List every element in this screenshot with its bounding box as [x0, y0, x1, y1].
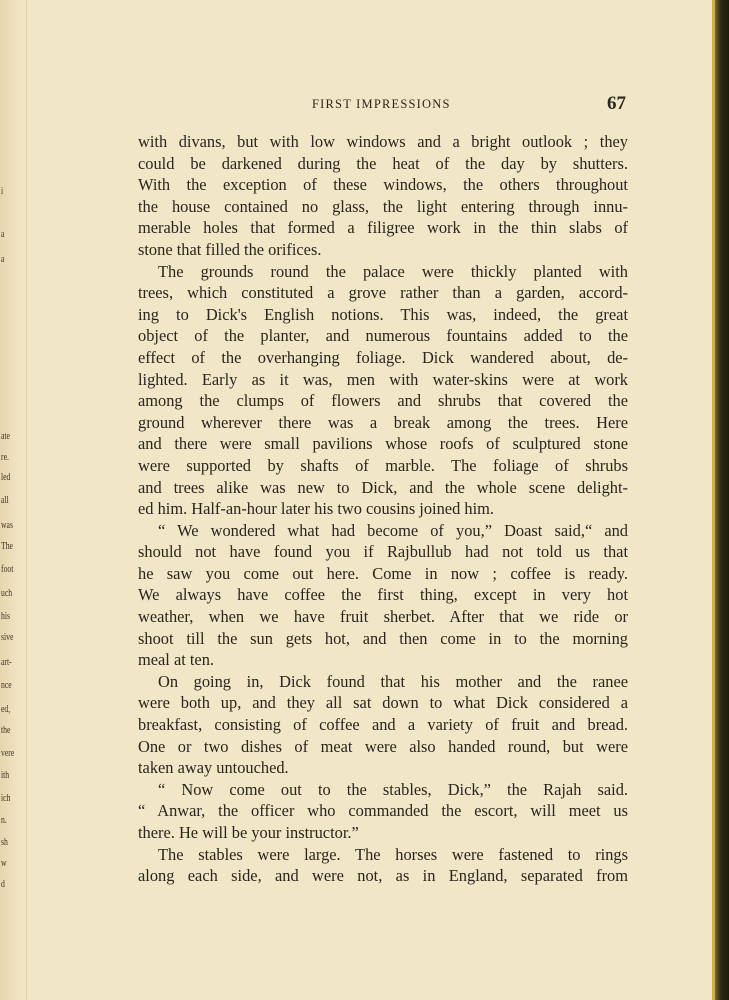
text-line: meal at ten. — [138, 650, 214, 670]
text-line: the house contained no glass, the light entering through innu- — [138, 196, 628, 216]
text-line: stone that filled the orifices. — [138, 239, 322, 259]
bleed-fragment: i — [1, 185, 4, 197]
text-line: among the clumps of flowers and shrubs that covered the — [138, 391, 628, 411]
bleed-fragment: all — [1, 494, 9, 506]
text-line: could be darkened during the heat of the day by shutters. — [138, 153, 628, 173]
bleed-fragment: nce — [1, 679, 12, 691]
text-line: effect of the overhanging foliage. Dick wandered about, de- — [138, 347, 628, 367]
text-line: with divans, but with low windows and a bright outlook ; they — [138, 132, 628, 151]
bleed-fragment: uch — [1, 587, 13, 599]
text-line: On going in, Dick found that his mother and the ranee — [158, 671, 628, 691]
text-line: there. He will be your instructor.” — [138, 823, 359, 842]
bleed-fragment: his — [1, 610, 10, 622]
bleed-fragment: sive — [1, 631, 14, 643]
bleed-fragment: d — [1, 878, 5, 890]
text-line: “ Now come out to the stables, Dick,” the Rajah said. — [158, 779, 628, 799]
text-line: ing to Dick's English notions. This was, indeed, the great — [138, 304, 628, 324]
text-line: were supported by shafts of marble. The foliage of shrubs — [138, 455, 628, 475]
text-line: shoot till the sun gets hot, and then come in to the morning — [138, 628, 628, 648]
text-line: were both up, and they all sat down to what Dick considered a — [138, 693, 628, 713]
bleed-fragment: the — [1, 724, 11, 736]
bleed-fragment: a — [1, 228, 5, 240]
bleed-fragment: The — [1, 540, 13, 552]
text-line: weather, when we have fruit sherbet. After that we ride or — [138, 607, 628, 627]
text-line: lighted. Early as it was, men with water-skins were at work — [138, 369, 628, 389]
text-line: “ We wondered what had become of you,” Doast said,“ and — [158, 520, 628, 540]
bleed-fragment: led — [1, 471, 11, 483]
text-line: One or two dishes of meat were also handed round, but were — [138, 736, 628, 756]
body-text — [138, 131, 628, 887]
text-line: ed him. Half-an-hour later his two cousins joined him. — [138, 499, 494, 519]
text-line: We always have coffee the first thing, except in very hot — [138, 585, 628, 605]
text-line: The grounds round the palace were thickly planted with — [158, 261, 628, 281]
page-number: 67 — [607, 93, 626, 114]
bleed-fragment: ed, — [1, 703, 11, 715]
margin-bleed-through — [0, 0, 20, 1000]
bleed-fragment: a — [1, 253, 5, 265]
text-line: along each side, and were not, as in England, separated from — [138, 866, 628, 886]
text-line: object of the planter, and numerous fountains added to the — [138, 326, 628, 346]
text-line: trees, which constituted a grove rather than a garden, accord- — [138, 283, 628, 303]
running-head — [0, 95, 729, 115]
text-line: and there were small pavilions whose roofs of sculptured stone — [138, 434, 628, 454]
running-title: FIRST IMPRESSIONS — [312, 97, 451, 111]
text-line: With the exception of these windows, the others throughout — [138, 175, 628, 195]
bleed-fragment: w — [1, 857, 7, 869]
text-line: breakfast, consisting of coffee and a variety of fruit and bread. — [138, 715, 628, 735]
text-line: he saw you come out here. Come in now ; coffee is ready. — [138, 563, 628, 583]
bleed-fragment: sh — [1, 836, 8, 848]
bleed-fragment: ich — [1, 792, 11, 804]
bleed-fragment: vere — [1, 747, 15, 759]
text-line: merable holes that formed a filigree work in the thin slabs of — [138, 218, 628, 238]
bleed-fragment: art- — [1, 656, 12, 668]
text-line: The stables were large. The horses were fastened to rings — [158, 844, 628, 864]
text-line: and trees alike was new to Dick, and the whole scene delight- — [138, 477, 628, 497]
text-line: “ Anwar, the officer who commanded the escort, will meet us — [138, 801, 628, 821]
bleed-fragment: n. — [1, 814, 7, 826]
book-cover-edge — [715, 0, 729, 1000]
text-line: should not have found you if Rajbullub had not told us that — [138, 542, 628, 562]
bleed-fragment: was — [1, 519, 13, 531]
bleed-fragment: ate — [1, 430, 10, 442]
text-line: ground wherever there was a break among the trees. Here — [138, 412, 628, 432]
text-line: taken away untouched. — [138, 758, 289, 778]
bleed-fragment: ith — [1, 769, 10, 781]
bleed-fragment: foot — [1, 563, 14, 575]
bleed-fragment: re. — [1, 451, 9, 463]
